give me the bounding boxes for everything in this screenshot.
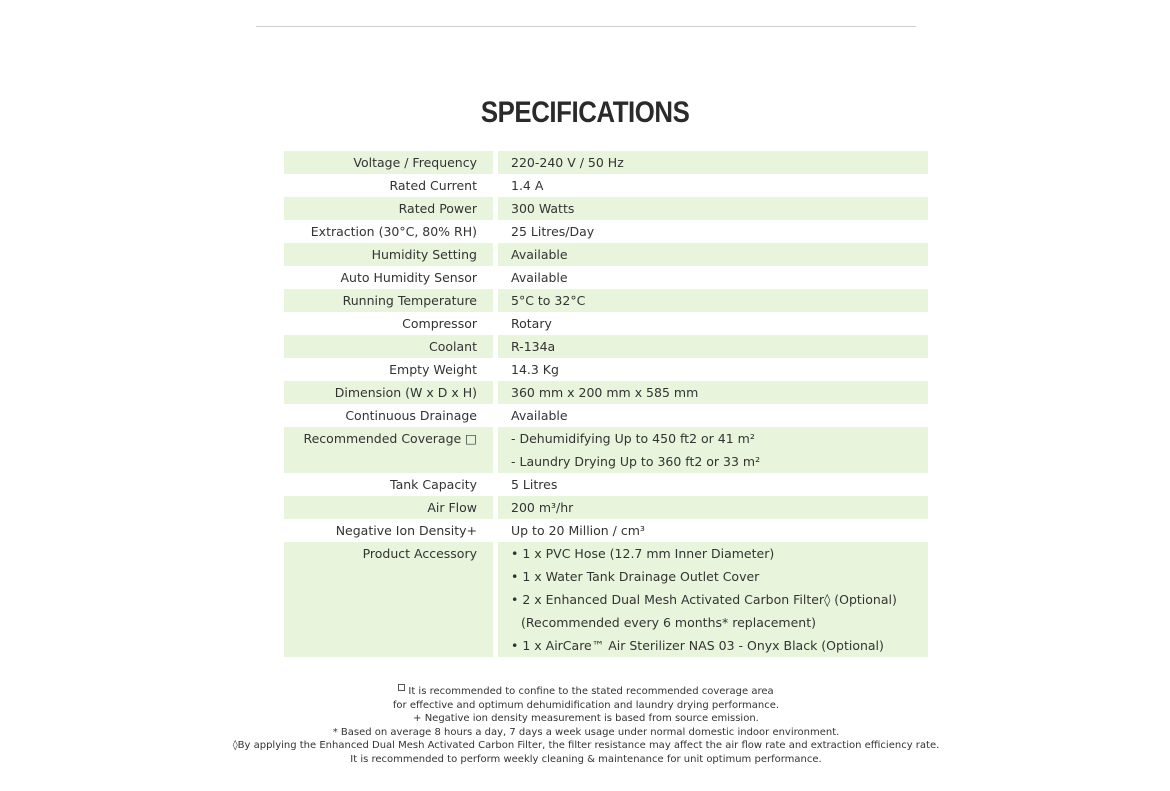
spec-value bbox=[498, 243, 928, 266]
spec-value bbox=[498, 519, 928, 542]
spec-value-line: - Laundry Drying Up to 360 ft2 or 33 m² bbox=[511, 454, 761, 469]
spec-value-line: (Recommended every 6 months* replacement) bbox=[521, 615, 816, 630]
spec-value-line: 14.3 Kg bbox=[511, 362, 559, 377]
footnote-maintenance: It is recommended to perform weekly cleaning & maintenance for unit optimum performance. bbox=[350, 753, 822, 765]
spec-value bbox=[498, 266, 928, 289]
spec-row bbox=[284, 312, 928, 335]
spec-value-line: Up to 20 Million / cm³ bbox=[511, 523, 645, 538]
spec-value-line: 200 m³/hr bbox=[511, 500, 574, 515]
spec-label: Negative Ion Density+ bbox=[335, 523, 477, 538]
spec-value bbox=[498, 312, 928, 335]
spec-row bbox=[284, 496, 928, 519]
spec-row bbox=[284, 197, 928, 220]
spec-value bbox=[498, 542, 928, 657]
top-divider bbox=[256, 26, 916, 27]
spec-label: Auto Humidity Sensor bbox=[340, 270, 477, 285]
spec-label: Air Flow bbox=[284, 496, 493, 519]
spec-value-line: Available bbox=[511, 270, 568, 285]
spec-value bbox=[498, 358, 928, 381]
spec-value-line: Available bbox=[511, 408, 568, 423]
spec-value-line: 5°C to 32°C bbox=[511, 293, 586, 308]
spec-label: Coolant bbox=[284, 335, 493, 358]
spec-row bbox=[284, 381, 928, 404]
spec-label: Rated Current bbox=[389, 178, 477, 193]
page-title: SPECIFICATIONS bbox=[480, 96, 690, 129]
spec-row bbox=[284, 473, 928, 496]
spec-row bbox=[284, 289, 928, 312]
spec-value-line: 300 Watts bbox=[511, 201, 575, 216]
spec-value bbox=[498, 151, 928, 174]
spec-value bbox=[498, 473, 928, 496]
spec-value bbox=[498, 220, 928, 243]
footnote-filter: ◊By applying the Enhanced Dual Mesh Activated Carbon Filter, the filter resistance may affect the air flow rate and extraction efficiency rate. bbox=[232, 740, 940, 752]
spec-row bbox=[284, 220, 928, 243]
specifications-table bbox=[284, 151, 928, 657]
spec-label: Compressor bbox=[402, 316, 477, 331]
footnote-usage: * Based on average 8 hours a day, 7 days a week usage under normal domestic indoor environment. bbox=[332, 726, 840, 738]
spec-value-line: 5 Litres bbox=[511, 477, 558, 492]
spec-value-line: • 2 x Enhanced Dual Mesh Activated Carbon Filter◊ (Optional) bbox=[511, 592, 897, 607]
spec-label: Recommended Coverage □ bbox=[284, 427, 493, 473]
footnote-negative-ion: + Negative ion density measurement is based from source emission. bbox=[413, 713, 759, 725]
spec-value bbox=[498, 197, 928, 220]
spec-label: Voltage / Frequency bbox=[284, 151, 493, 174]
spec-value bbox=[498, 289, 928, 312]
spec-value-line: • 1 x PVC Hose (12.7 mm Inner Diameter) bbox=[511, 546, 775, 561]
spec-label: Tank Capacity bbox=[390, 477, 477, 492]
spec-value-line: 1.4 A bbox=[511, 178, 544, 193]
spec-value-line: • 1 x AirCare™ Air Sterilizer NAS 03 - Onyx Black (Optional) bbox=[511, 638, 884, 653]
spec-row bbox=[284, 174, 928, 197]
spec-value-line: R-134a bbox=[511, 339, 556, 354]
spec-row bbox=[284, 358, 928, 381]
spec-row bbox=[284, 427, 928, 473]
spec-label: Empty Weight bbox=[389, 362, 477, 377]
spec-value-line: - Dehumidifying Up to 450 ft2 or 41 m² bbox=[511, 431, 755, 446]
box-symbol-icon bbox=[398, 684, 405, 691]
spec-value-line: 220-240 V / 50 Hz bbox=[511, 155, 624, 170]
spec-row bbox=[284, 335, 928, 358]
spec-value-line: 25 Litres/Day bbox=[511, 224, 595, 239]
spec-row bbox=[284, 519, 928, 542]
spec-value bbox=[498, 174, 928, 197]
spec-label: Extraction (30°C, 80% RH) bbox=[310, 224, 477, 239]
spec-value-line: Available bbox=[511, 247, 568, 262]
spec-row bbox=[284, 243, 928, 266]
footnote-coverage: It is recommended to confine to the stated recommended coverage area bbox=[0, 684, 1170, 699]
spec-value-line: 360 mm x 200 mm x 585 mm bbox=[511, 385, 699, 400]
spec-label: Humidity Setting bbox=[284, 243, 493, 266]
spec-value-line: • 1 x Water Tank Drainage Outlet Cover bbox=[511, 569, 760, 584]
spec-row bbox=[284, 542, 928, 657]
spec-label: Rated Power bbox=[284, 197, 493, 220]
footnote-coverage-cont: for effective and optimum dehumidification and laundry drying performance. bbox=[392, 699, 780, 711]
spec-label: Dimension (W x D x H) bbox=[284, 381, 493, 404]
spec-row bbox=[284, 404, 928, 427]
spec-label: Product Accessory bbox=[284, 542, 493, 657]
spec-label: Continuous Drainage bbox=[345, 408, 477, 423]
spec-value bbox=[498, 404, 928, 427]
spec-value bbox=[498, 335, 928, 358]
spec-row bbox=[284, 151, 928, 174]
spec-value bbox=[498, 381, 928, 404]
spec-value-line: Rotary bbox=[511, 316, 552, 331]
spec-label: Running Temperature bbox=[284, 289, 493, 312]
spec-row bbox=[284, 266, 928, 289]
footnotes bbox=[0, 684, 1170, 767]
spec-value bbox=[498, 496, 928, 519]
spec-value bbox=[498, 427, 928, 473]
